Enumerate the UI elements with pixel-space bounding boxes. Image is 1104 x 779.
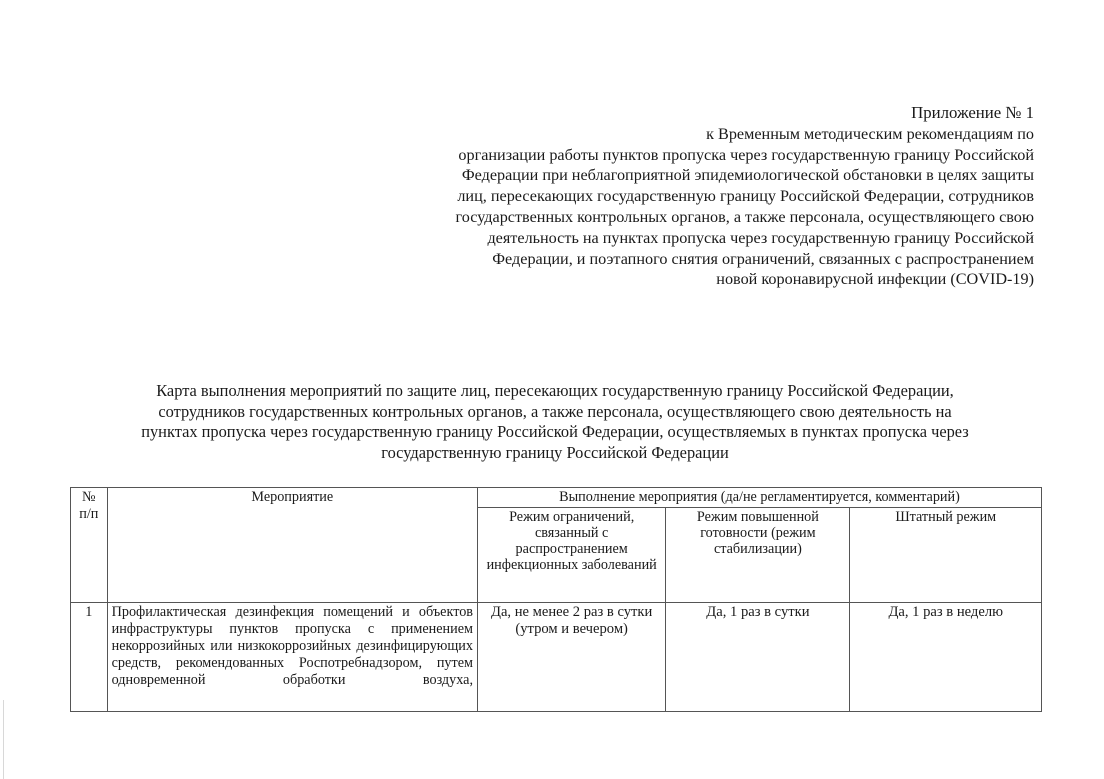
document-title <box>70 381 1040 463</box>
table-header-row <box>71 488 1042 508</box>
appendix-line: Федерации, и поэтапного снятия ограничений, связанных с распространением <box>492 249 1034 268</box>
document-title-line: сотрудников государственных контрольных органов, а также персонала, осуществляющего свою деятельность на <box>158 401 952 421</box>
document-title-line: государственную границу Российской Федерации <box>381 442 729 462</box>
header-mode-high-alert: Режим повышенной готовности (режим стабилизации) <box>666 507 850 602</box>
measures-table <box>70 487 1042 712</box>
appendix-line: к Временным методическим рекомендациям по <box>706 124 1034 143</box>
row-normal-mode: Да, 1 раз в неделю <box>850 602 1042 711</box>
appendix-line: государственных контрольных органов, а также персонала, осуществляющего свою <box>455 207 1034 226</box>
header-execution: Выполнение мероприятия (да/не регламентируется, комментарий) <box>478 488 1042 508</box>
row-restriction-mode: Да, не менее 2 раз в сутки (утром и вечером) <box>478 602 666 711</box>
row-measure-text: Профилактическая дезинфекция помещений и объектов инфраструктуры пунктов пропуска с применением некоррозийных или низкокоррозийных дезинфицирующих средств, рекомендованных Роспотребнадзором, путем одновременной обработки воздуха, <box>111 603 473 689</box>
row-number: 1 <box>71 602 108 711</box>
header-mode-normal: Штатный режим <box>850 507 1042 602</box>
header-mode-restriction: Режим ограничений, связанный с распространением инфекционных заболеваний <box>478 507 666 602</box>
appendix-line: лиц, пересекающих государственную границу Российской Федерации, сотрудников <box>457 187 1034 206</box>
header-measure: Мероприятие <box>107 488 477 603</box>
row-high-alert-mode: Да, 1 раз в сутки <box>666 602 850 711</box>
document-title-line: пунктах пропуска через государственную границу Российской Федерации, осуществляемых в пунктах пропуска через <box>141 422 969 442</box>
appendix-header <box>334 103 1034 290</box>
appendix-line: организации работы пунктов пропуска через государственную границу Российской <box>458 145 1034 164</box>
scan-edge-line <box>3 700 4 779</box>
appendix-line: деятельность на пунктах пропуска через государственную границу Российской <box>487 228 1034 247</box>
document-title-line: Карта выполнения мероприятий по защите лиц, пересекающих государственную границу Российской Федерации, <box>156 381 954 400</box>
appendix-line: новой коронавирусной инфекции (COVID-19) <box>716 270 1034 289</box>
row-measure <box>107 602 477 711</box>
header-number: № п/п <box>71 488 108 603</box>
table-row <box>71 602 1042 711</box>
appendix-line: Федерации при неблагоприятной эпидемиологической обстановки в целях защиты <box>461 166 1034 185</box>
appendix-title: Приложение № 1 <box>911 103 1034 122</box>
